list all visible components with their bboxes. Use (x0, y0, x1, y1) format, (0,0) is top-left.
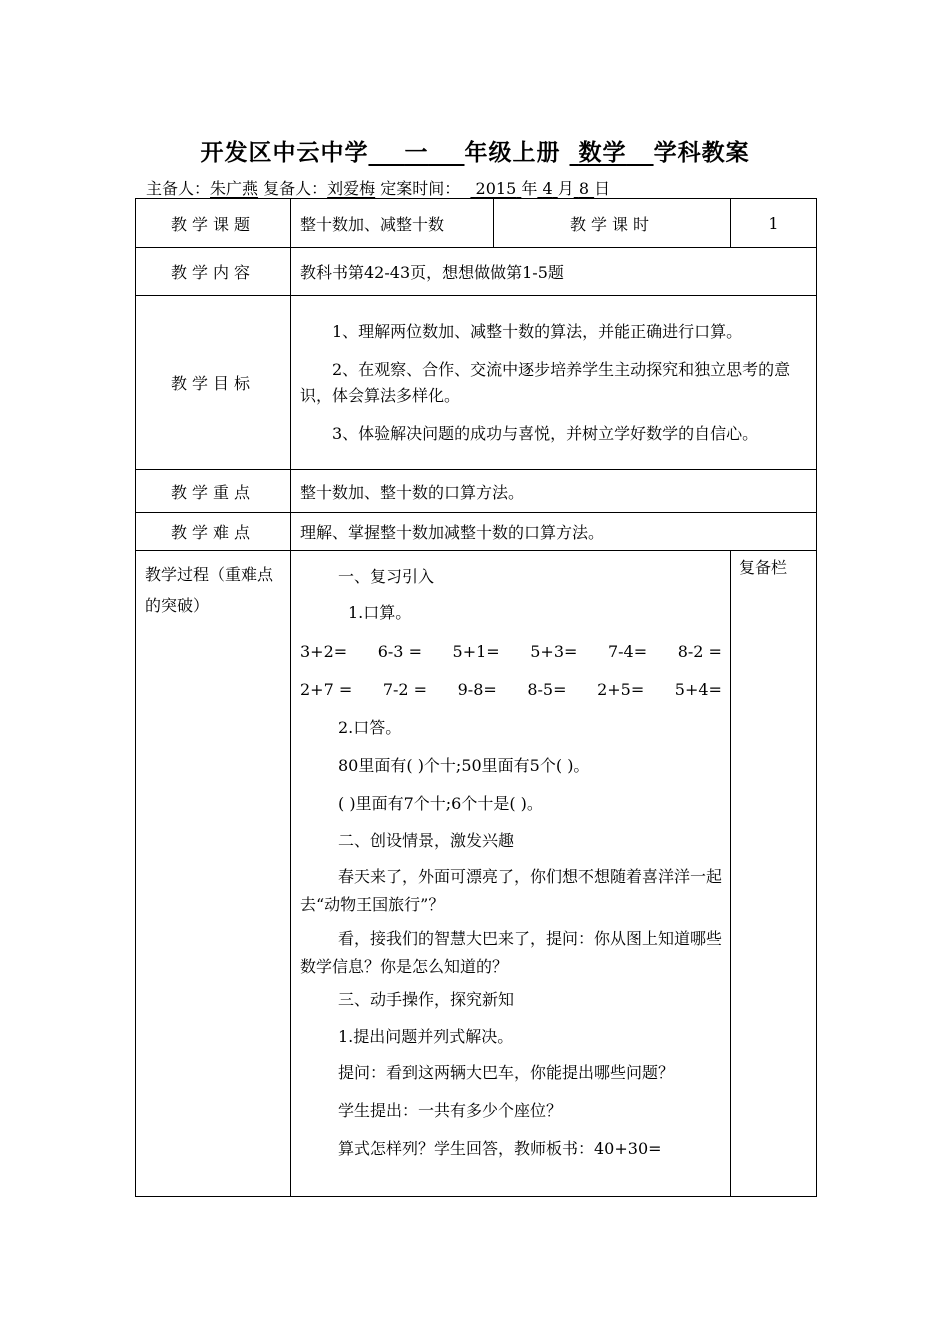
section-heading: 三、动手操作，探究新知 (338, 990, 515, 1009)
goal-item: 2、在观察、合作、交流中逐步培养学生主动探究和独立思考的意识，体会算法多样化。 (300, 359, 791, 405)
calc-row-1: 3+2= 6-3 = 5+1= 5+3= 7-4= 8-2 = (300, 642, 722, 661)
key-point-label: 教学重点 (136, 470, 291, 513)
goals-value (291, 296, 817, 470)
goal-item: 1、理解两位数加、减整十数的算法，并能正确进行口算。 (332, 321, 743, 341)
process-label: 教学过程（重难点的突破） (136, 551, 291, 1197)
preparer-line: 主备人：朱广燕 复备人：刘爱梅 定案时间： 2015 年 4 月 8 日 (146, 179, 611, 198)
paragraph: 学生提出：一共有多少个座位？ (338, 1101, 563, 1120)
sub-preparer-label: 复备人： (263, 179, 328, 198)
title-suffix: 学科教案 (653, 140, 750, 166)
paragraph: 算式怎样列？学生回答，教师板书：40+30= (338, 1139, 662, 1158)
goals-label: 教学目标 (136, 296, 291, 470)
content-value: 教科书第42-43页，想想做做第1-5题 (291, 248, 817, 296)
hours-label: 教学课时 (494, 199, 731, 248)
difficulty-value: 理解、掌握整十数加减整十数的口算方法。 (291, 513, 817, 551)
main-preparer-label: 主备人： (146, 179, 211, 198)
paragraph: 看，接我们的智慧大巴来了，提问：你从图上知道哪些数学信息？你是怎么知道的？ (300, 929, 723, 976)
section-heading: 二、创设情景，激发兴趣 (338, 831, 515, 850)
subsection: 1.提出问题并列式解决。 (338, 1027, 514, 1046)
content-row (136, 248, 817, 296)
school-name: 开发区中云中学 (200, 140, 369, 166)
lesson-plan-table (135, 198, 817, 1197)
revision-column: 复备栏 (731, 551, 817, 1197)
key-point-row (136, 470, 817, 513)
topic-label: 教学课题 (136, 199, 291, 248)
topic-value: 整十数加、减整十数 (291, 199, 494, 248)
process-body (291, 551, 731, 1197)
difficulty-row (136, 513, 817, 551)
date-label: 定案时间： (380, 179, 461, 198)
topic-row (136, 199, 817, 248)
grade-blank: 一 (404, 140, 429, 166)
document-title (0, 134, 950, 167)
content-label: 教学内容 (136, 248, 291, 296)
subsection: 2.口答。 (338, 718, 402, 737)
date-year: 2015 (475, 179, 517, 198)
calc-row-2: 2+7 = 7-2 = 9-8= 8-5= 2+5= 5+4= (300, 680, 722, 699)
process-row (136, 551, 817, 1197)
subject-blank: 数学 (578, 140, 627, 166)
goal-item: 3、体验解决问题的成功与喜悦，并树立学好数学的自信心。 (332, 423, 759, 443)
paragraph: 提问：看到这两辆大巴车，你能提出哪些问题？ (338, 1063, 675, 1082)
section-heading: 一、复习引入 (338, 567, 435, 586)
main-preparer: 朱广燕 (210, 179, 259, 198)
oral-question: 80里面有( )个十;50里面有5个( )。 (338, 756, 590, 775)
paragraph: 春天来了，外面可漂亮了，你们想不想随着喜洋洋一起去“动物王国旅行”？ (300, 867, 723, 914)
key-point-value: 整十数加、整十数的口算方法。 (291, 470, 817, 513)
difficulty-label: 教学难点 (136, 513, 291, 551)
date-day: 8 (578, 179, 590, 198)
oral-question: ( )里面有7个十;6个十是( )。 (338, 794, 543, 813)
hours-value: 1 (731, 199, 817, 248)
subsection: 1.口算。 (348, 603, 412, 622)
date-month: 4 (542, 179, 553, 198)
goals-row (136, 296, 817, 470)
grade-suffix: 年级上册 (464, 140, 561, 166)
sub-preparer: 刘爱梅 (327, 179, 376, 198)
